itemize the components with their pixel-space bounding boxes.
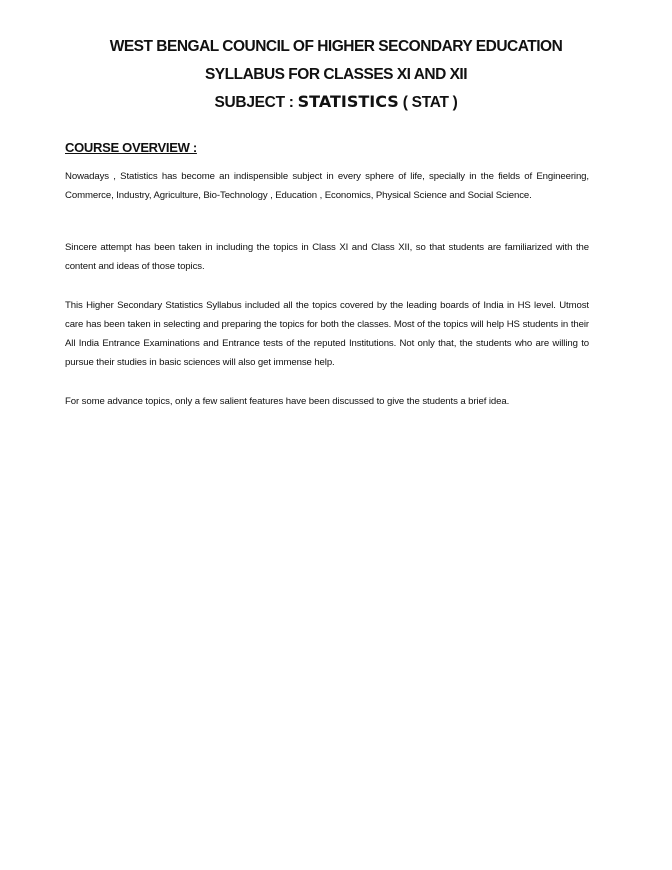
syllabus-title: SYLLABUS FOR CLASSES XI AND XII bbox=[204, 66, 468, 83]
section-heading: COURSE OVERVIEW : bbox=[65, 140, 197, 155]
subject-name: STATISTICS bbox=[297, 92, 399, 111]
paragraph-2: Sincere attempt has been taken in including the topics in Class XI and Class XII, so that students are familiarized with the content and ideas of those topics. bbox=[65, 242, 589, 272]
subject-code: ( STAT ) bbox=[398, 94, 458, 111]
paragraph-4: For some advance topics, only a few salient features have been discussed to give the students a brief idea. bbox=[65, 396, 510, 407]
paragraph-1: Nowadays , Statistics has become an indispensible subject in every sphere of life, specially in the fields of Engineering, Commerce, Industry, Agriculture, Bio-Technology , Education , Economics, Physical Science and Social Science. bbox=[65, 171, 589, 201]
council-title: WEST BENGAL COUNCIL OF HIGHER SECONDARY EDUCATION bbox=[109, 38, 563, 55]
paragraph-3: This Higher Secondary Statistics Syllabus included all the topics covered by the leading boards of India in HS level. Utmost care has been taken in selecting and preparing the topics for both the classes. Most of the topics will help HS students in their All India Entrance Examinations and Entrance tests of the reputed Institutions. Not only that, the students who are willing to pursue their studies in basic sciences will also get immense help. bbox=[65, 300, 589, 368]
subject-prefix: SUBJECT : bbox=[214, 94, 298, 111]
subject-title bbox=[0, 92, 672, 112]
